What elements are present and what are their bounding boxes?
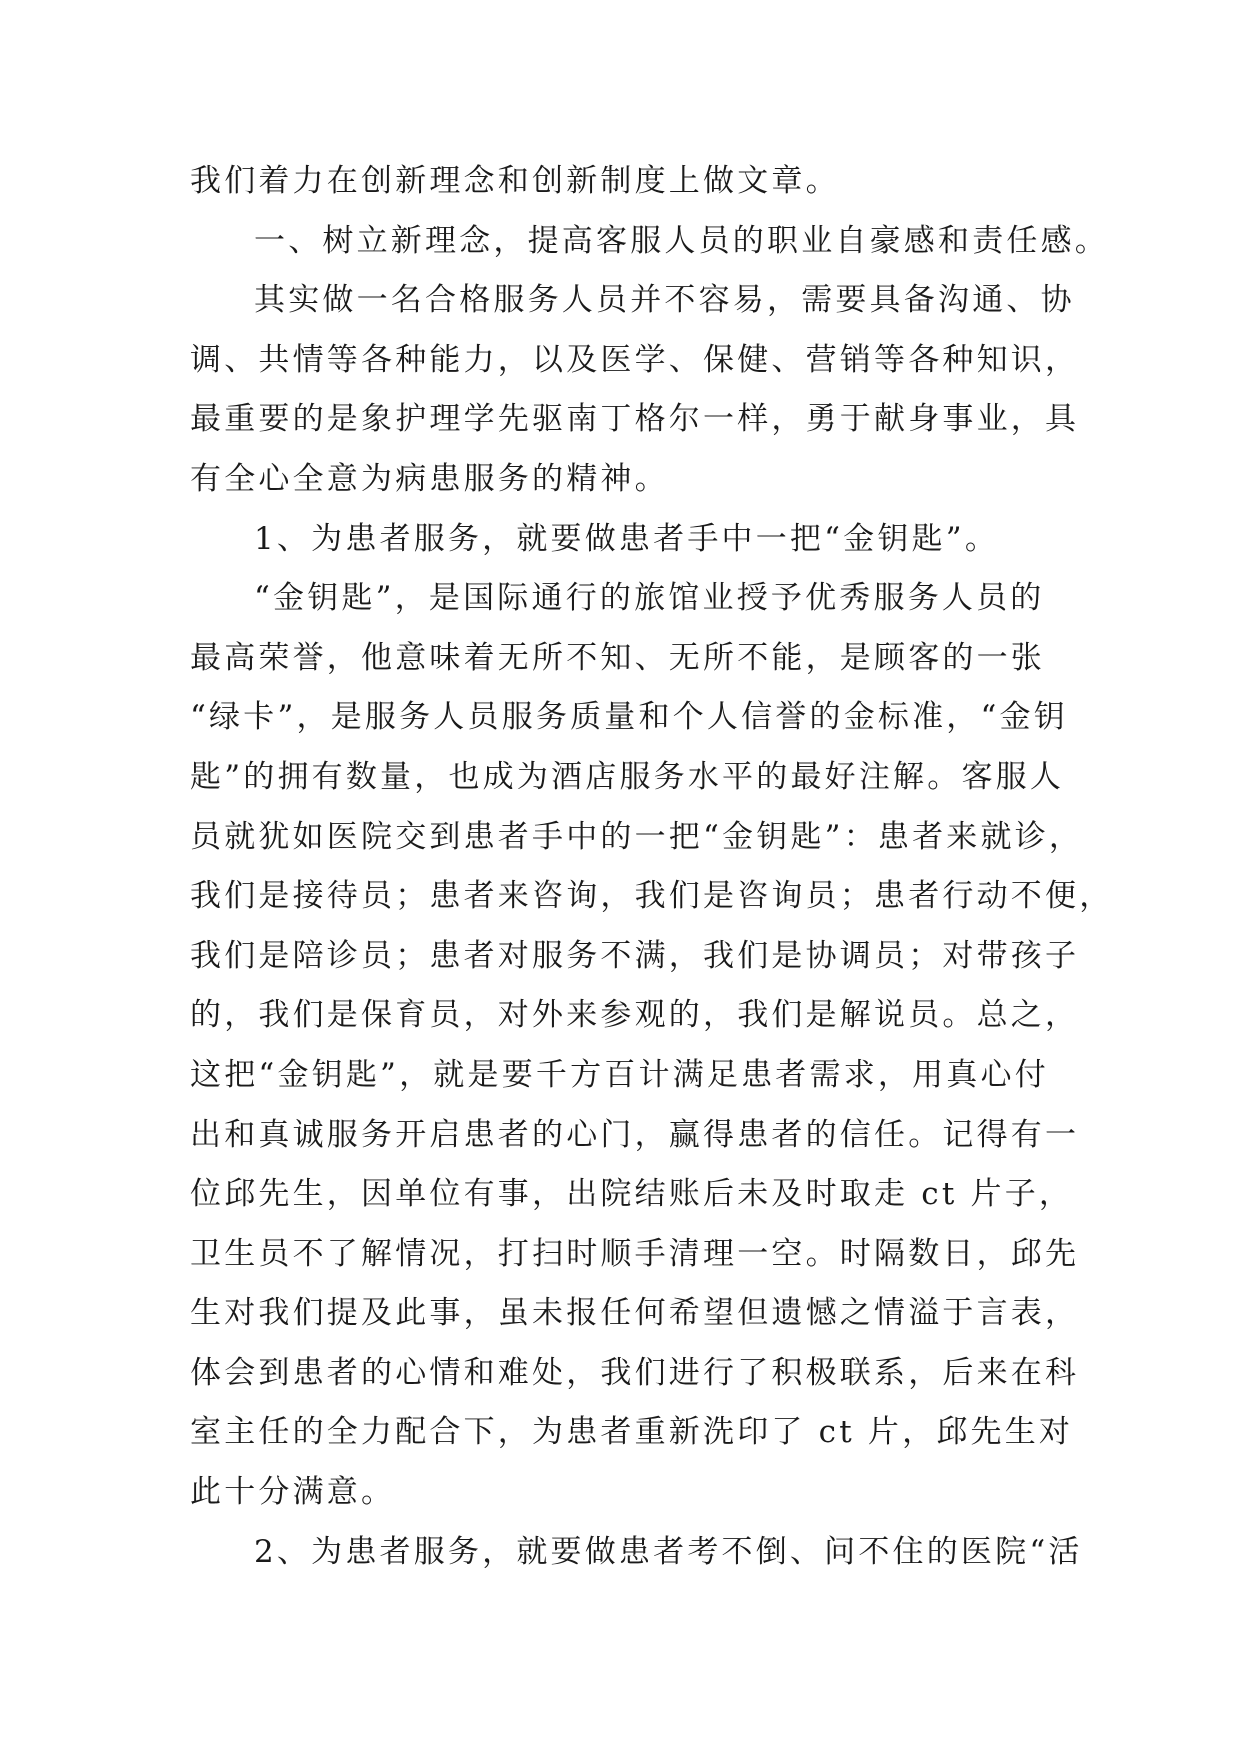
text-line: 最重要的是象护理学先驱南丁格尔一样，勇于献身事业，具 [190,401,1080,438]
text-line: 其实做一名合格服务人员并不容易，需要具备沟通、协 [254,282,1075,319]
text-line: 我们是陪诊员；患者对服务不满，我们是协调员；对带孩子 [190,937,1080,974]
text-line: 我们着力在创新理念和创新制度上做文章。 [190,163,840,199]
text-line: 一、树立新理念，提高客服人员的职业自豪感和责任感。 [254,222,1109,259]
text-line: 这把“金钥匙”，就是要千方百计满足患者需求，用真心付 [190,1056,1049,1093]
text-line: 卫生员不了解情况，打扫时顺手清理一空。时隔数日，邱先 [190,1235,1080,1272]
text-line: “绿卡”，是服务人员服务质量和个人信誉的金标准，“金钥 [190,699,1068,736]
text-line: 员就犹如医院交到患者手中的一把“金钥匙”：患者来就诊， [190,818,1084,855]
text-line: 室主任的全力配合下，为患者重新洗印了 ct 片，邱先生对 [190,1414,1074,1451]
text-line: 匙”的拥有数量，也成为酒店服务水平的最好注解。客服人 [190,758,1065,795]
text-line: 出和真诚服务开启患者的心门，赢得患者的信任。记得有一 [190,1116,1080,1153]
text-line: 此十分满意。 [190,1474,396,1511]
text-line: 最高荣誉，他意味着无所不知、无所不能，是顾客的一张 [190,639,1045,676]
text-line: 调、共情等各种能力，以及医学、保健、营销等各种知识， [190,341,1080,378]
text-line: 位邱先生，因单位有事，出院结账后未及时取走 ct 片子， [190,1176,1074,1213]
text-line: 1、为患者服务，就要做患者手中一把“金钥匙”。 [254,520,1000,557]
text-line: 有全心全意为病患服务的精神。 [190,460,669,497]
text-line: 2、为患者服务，就要做患者考不倒、问不住的医院“活 [254,1533,1083,1570]
text-line: 的，我们是保育员，对外来参观的，我们是解说员。总之， [190,997,1080,1034]
text-line: “金钥匙”，是国际通行的旅馆业授予优秀服务人员的 [254,580,1045,617]
text-line: 生对我们提及此事，虽未报任何希望但遗憾之情溢于言表， [190,1295,1080,1332]
body-text [190,152,1114,1582]
text-line: 体会到患者的心情和难处，我们进行了积极联系，后来在科 [190,1354,1080,1391]
text-line: 我们是接待员；患者来咨询，我们是咨询员；患者行动不便， [190,878,1114,915]
